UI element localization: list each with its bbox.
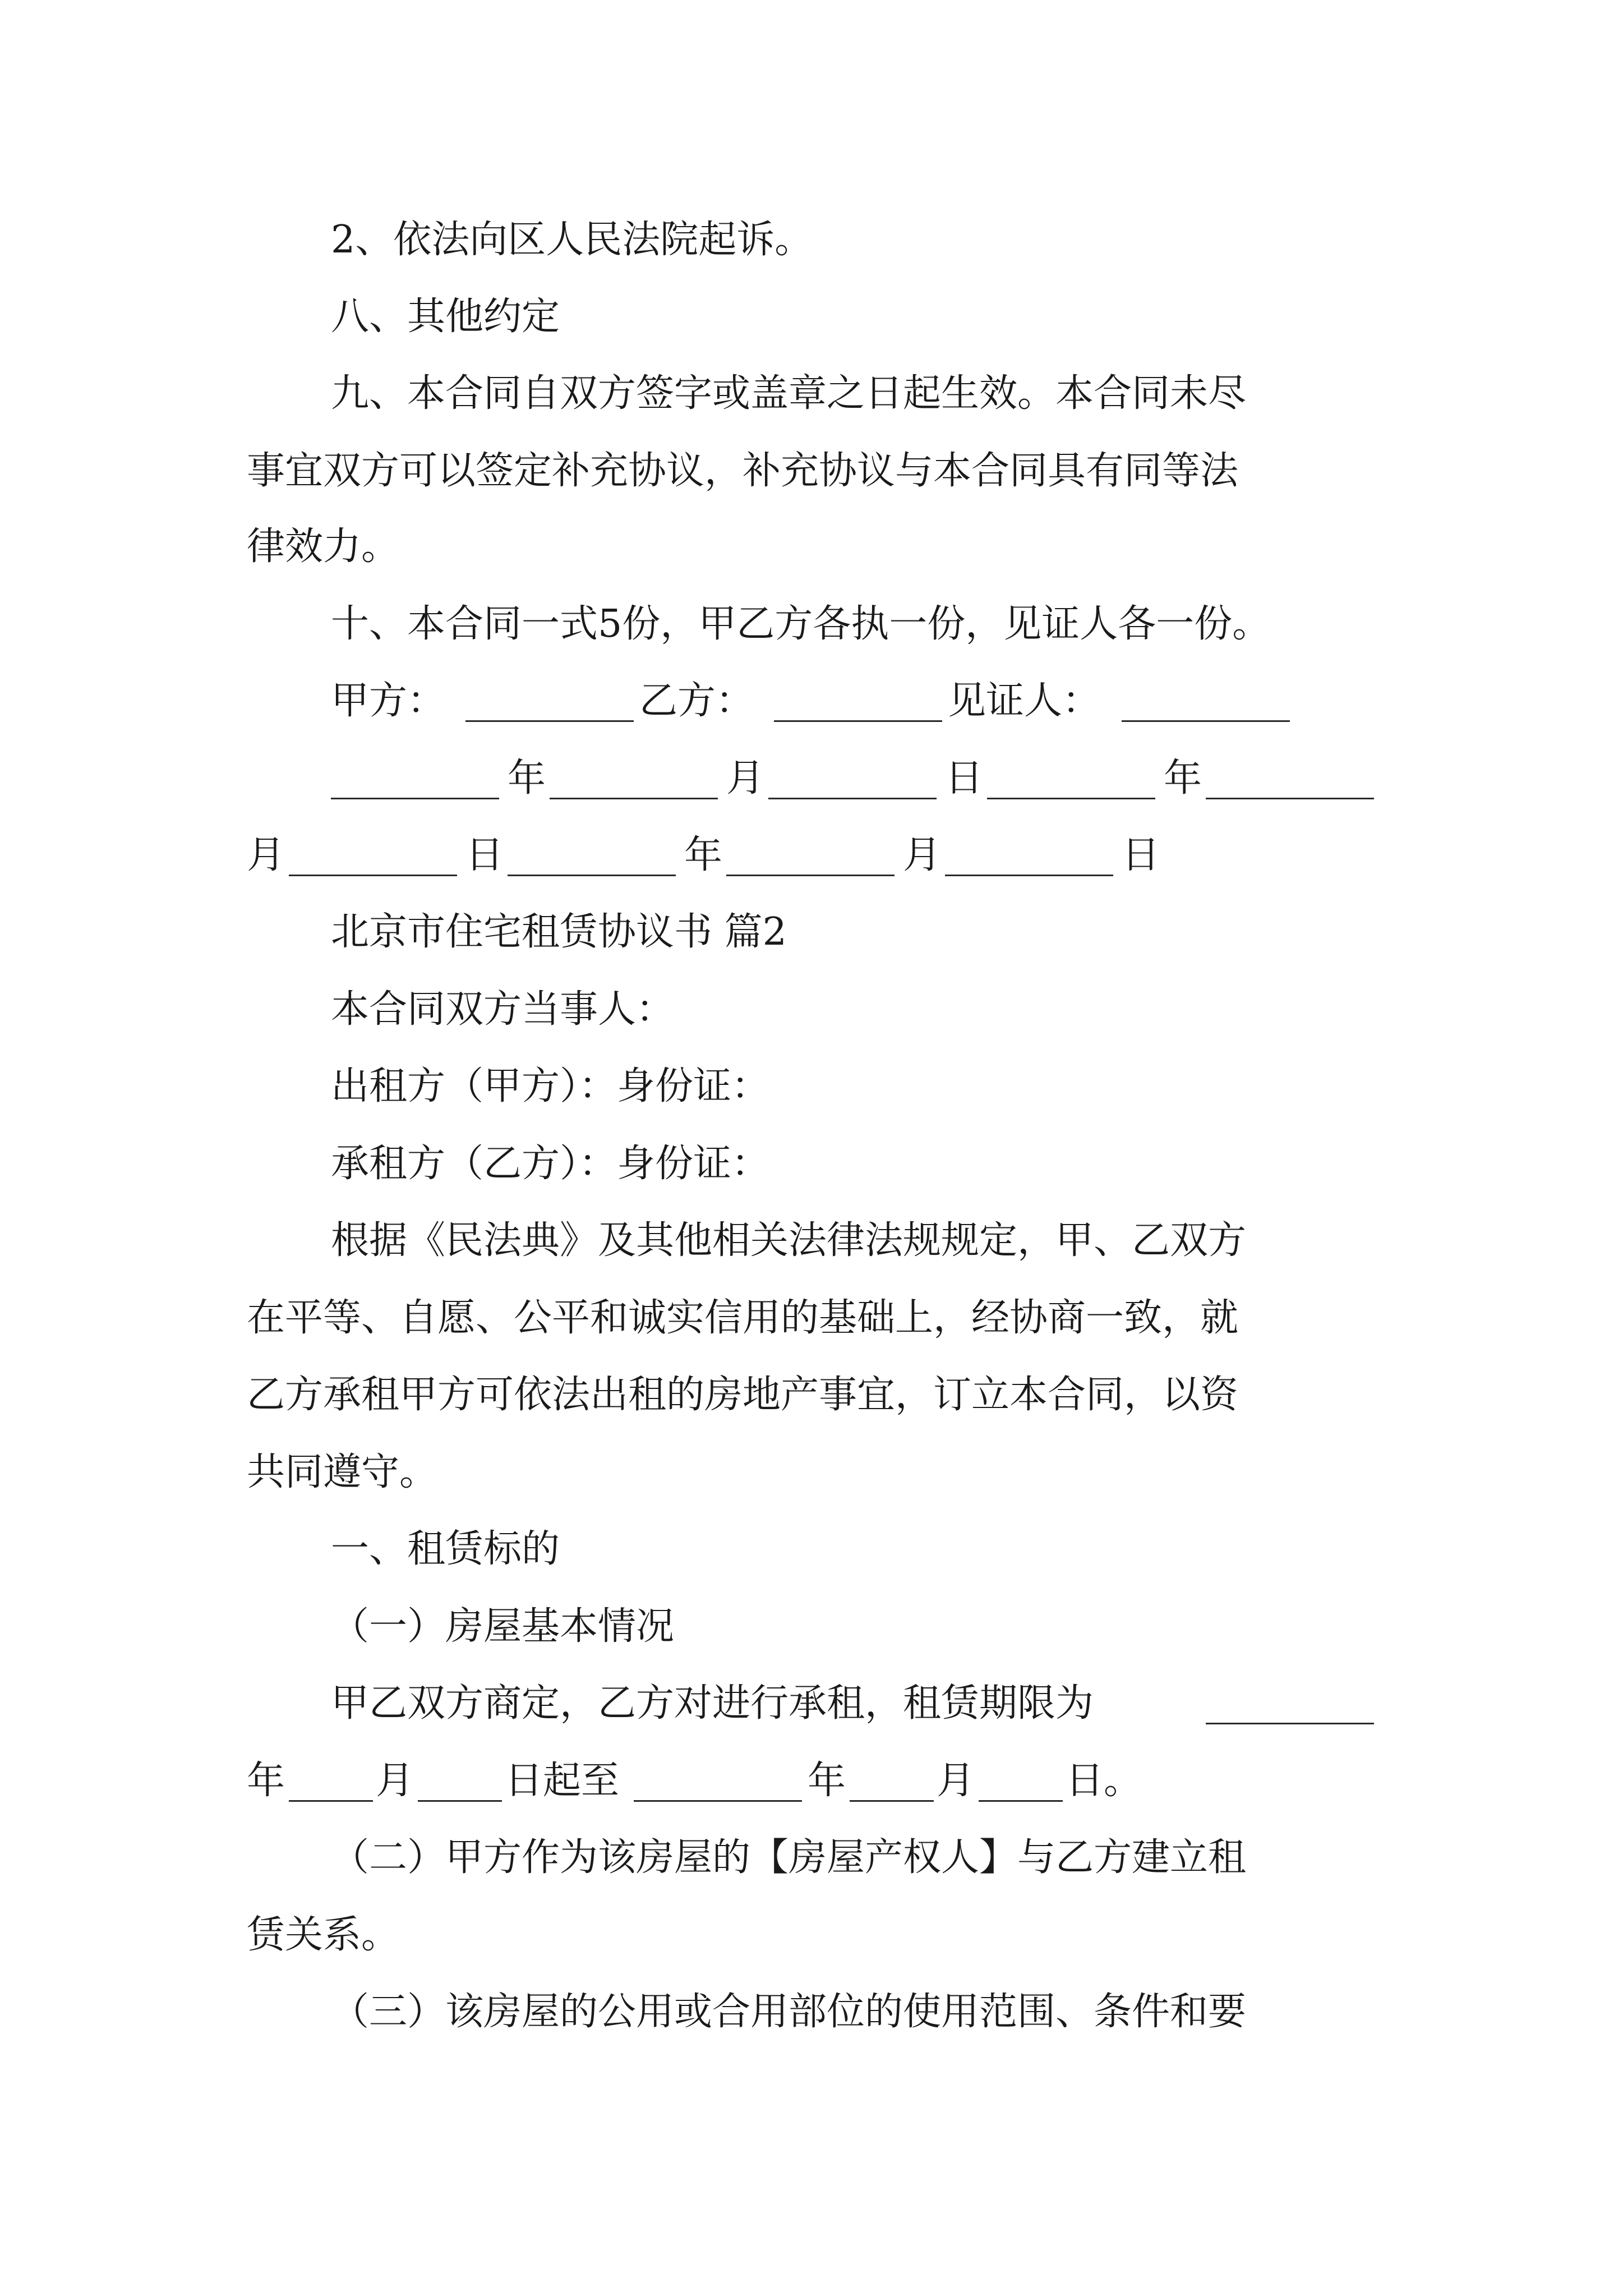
text-line: [0, 585, 1623, 664]
text-line: [0, 1588, 1623, 1666]
text-line: [0, 1664, 1623, 1743]
text-segment: 月: [903, 833, 942, 877]
text-segment: 在平等、自愿、公平和诚实信用的基础上，经协商一致，就: [247, 1296, 1239, 1340]
text-line: [0, 432, 1623, 510]
text-line: [0, 278, 1623, 356]
text-line: [0, 1047, 1623, 1126]
text-line: [0, 508, 1623, 586]
fill-in-blank: [774, 720, 942, 722]
text-line: [0, 1202, 1623, 1280]
fill-in-blank: [945, 875, 1113, 876]
text-segment: 见证人：: [948, 679, 1101, 723]
text-segment: 甲方：: [331, 679, 446, 723]
text-segment: 月: [937, 1759, 975, 1803]
text-segment: 十、本合同一式5份，甲乙方各执一份，见证人各一份。: [331, 602, 1271, 646]
text-line: [0, 970, 1623, 1049]
text-segment: 事宜双方可以签定补充协议，补充协议与本合同具有同等法: [247, 449, 1239, 493]
text-segment: 出租方（甲方）：身份证：: [331, 1064, 770, 1108]
text-line: [0, 893, 1623, 972]
text-line: [0, 1433, 1623, 1512]
text-segment: 共同遵守。: [247, 1450, 438, 1494]
text-segment: 乙方承租甲方可依法出租的房地产事宜，订立本合同，以资: [247, 1373, 1239, 1417]
text-line: [0, 1356, 1623, 1434]
text-line: [0, 662, 1623, 740]
text-segment: 年: [808, 1759, 846, 1803]
fill-in-blank: [634, 1800, 802, 1802]
text-segment: （一）房屋基本情况: [331, 1604, 675, 1649]
text-line: [0, 1279, 1623, 1358]
text-line: [0, 816, 1623, 895]
fill-in-blank: [550, 798, 718, 799]
text-segment: （三）该房屋的公用或合用部位的使用范围、条件和要: [331, 1990, 1247, 2034]
text-line: [0, 1896, 1623, 1975]
text-segment: 日: [1122, 833, 1160, 877]
fill-in-blank: [987, 798, 1155, 799]
fill-in-blank: [508, 875, 676, 876]
text-segment: 律效力。: [247, 524, 400, 569]
fill-in-blank: [1122, 720, 1290, 722]
text-segment: 日。: [1066, 1759, 1142, 1803]
text-segment: 月: [376, 1759, 414, 1803]
text-segment: 年: [1164, 756, 1202, 800]
fill-in-blank: [331, 798, 499, 799]
text-segment: 日: [465, 833, 504, 877]
fill-in-blank: [979, 1800, 1063, 1802]
text-segment: 月: [726, 756, 765, 800]
text-segment: 月: [247, 833, 285, 877]
fill-in-blank: [1206, 798, 1374, 799]
fill-in-blank: [465, 720, 634, 722]
text-line: [0, 1125, 1623, 1203]
text-segment: 日起至: [505, 1759, 620, 1803]
text-segment: 甲乙双方商定，乙方对进行承租，租赁期限为: [331, 1681, 1094, 1726]
text-segment: 一、租赁标的: [331, 1527, 560, 1571]
fill-in-blank: [418, 1800, 502, 1802]
text-segment: 赁关系。: [247, 1913, 400, 1957]
text-segment: 日: [945, 756, 984, 800]
text-line: [0, 355, 1623, 433]
text-line: [0, 1819, 1623, 1897]
fill-in-blank: [289, 875, 457, 876]
text-segment: 2、依法向区人民法院起诉。: [331, 218, 813, 262]
text-line: [0, 201, 1623, 279]
text-segment: 八、其他约定: [331, 295, 560, 339]
text-segment: 年: [508, 756, 546, 800]
text-line: [0, 1973, 1623, 2051]
text-segment: 年: [247, 1759, 285, 1803]
text-segment: 年: [684, 833, 723, 877]
text-segment: 北京市住宅租赁协议书 篇2: [331, 910, 787, 954]
text-segment: 根据《民法典》及其他相关法律法规规定，甲、乙双方: [331, 1218, 1247, 1263]
text-segment: 本合同双方当事人：: [331, 987, 675, 1032]
text-segment: 乙方：: [639, 679, 754, 723]
text-line: [0, 1510, 1623, 1589]
fill-in-blank: [289, 1800, 373, 1802]
text-line: [0, 739, 1623, 818]
fill-in-blank: [768, 798, 937, 799]
text-segment: 承租方（乙方）：身份证：: [331, 1142, 770, 1186]
fill-in-blank: [850, 1800, 934, 1802]
text-segment: 九、本合同自双方签字或盖章之日起生效。本合同未尽: [331, 371, 1247, 416]
text-line: [0, 1742, 1623, 1820]
fill-in-blank: [726, 875, 895, 876]
fill-in-blank: [1206, 1723, 1374, 1724]
text-segment: （二）甲方作为该房屋的【房屋产权人】与乙方建立租: [331, 1835, 1247, 1880]
